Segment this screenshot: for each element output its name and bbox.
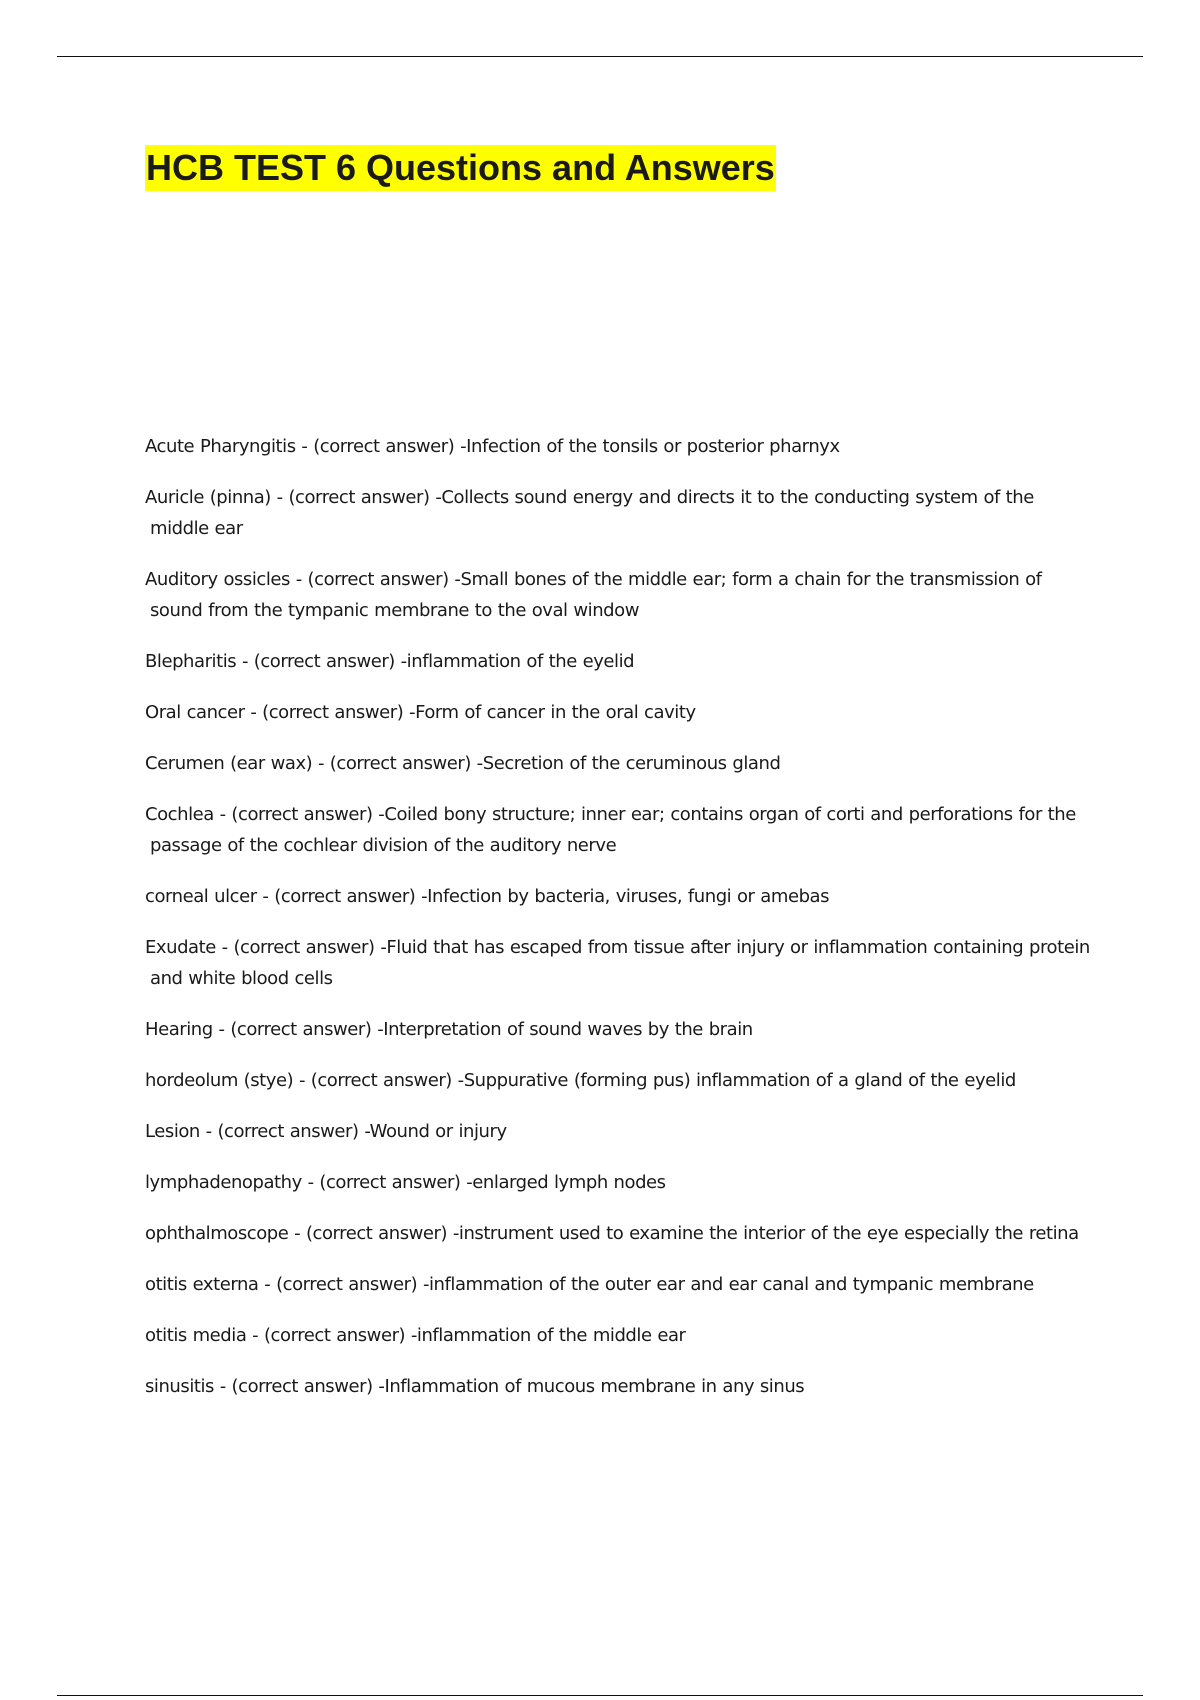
list-item: Hearing - (correct answer) -Interpretation of sound waves by the brain: [145, 1019, 753, 1040]
title-block: [145, 145, 776, 191]
list-item: sinusitis - (correct answer) -Inflammation of mucous membrane in any sinus: [145, 1376, 805, 1397]
bottom-rule: [57, 1695, 1143, 1696]
list-item: Exudate - (correct answer) -Fluid that has escaped from tissue after injury or inflammation containing protein and white blood cells: [145, 937, 1090, 989]
list-item: corneal ulcer - (correct answer) -Infection by bacteria, viruses, fungi or amebas: [145, 886, 830, 907]
list-item: Auricle (pinna) - (correct answer) -Collects sound energy and directs it to the conducting system of the middle ear: [145, 487, 1034, 539]
page-title: HCB TEST 6 Questions and Answers: [145, 145, 776, 191]
list-item: otitis media - (correct answer) -inflammation of the middle ear: [145, 1325, 686, 1346]
list-item: Blepharitis - (correct answer) -inflammation of the eyelid: [145, 651, 635, 672]
list-item: ophthalmoscope - (correct answer) -instrument used to examine the interior of the eye especially the retina: [145, 1223, 1079, 1244]
list-item: Oral cancer - (correct answer) -Form of cancer in the oral cavity: [145, 702, 696, 723]
list-item: otitis externa - (correct answer) -inflammation of the outer ear and ear canal and tympanic membrane: [145, 1274, 1034, 1295]
list-item: Acute Pharyngitis - (correct answer) -Infection of the tonsils or posterior pharnyx: [145, 436, 840, 457]
qa-list: [145, 431, 1095, 1422]
list-item: Cochlea - (correct answer) -Coiled bony structure; inner ear; contains organ of corti and perforations for the passage of the cochlear division of the auditory nerve: [145, 804, 1076, 856]
list-item: Auditory ossicles - (correct answer) -Small bones of the middle ear; form a chain for the transmission of sound from the tympanic membrane to the oval window: [145, 569, 1042, 621]
top-rule: [57, 56, 1143, 57]
list-item: lymphadenopathy - (correct answer) -enlarged lymph nodes: [145, 1172, 666, 1193]
list-item: Cerumen (ear wax) - (correct answer) -Secretion of the ceruminous gland: [145, 753, 781, 774]
list-item: Lesion - (correct answer) -Wound or injury: [145, 1121, 507, 1142]
list-item: hordeolum (stye) - (correct answer) -Suppurative (forming pus) inflammation of a gland of the eyelid: [145, 1070, 1016, 1091]
